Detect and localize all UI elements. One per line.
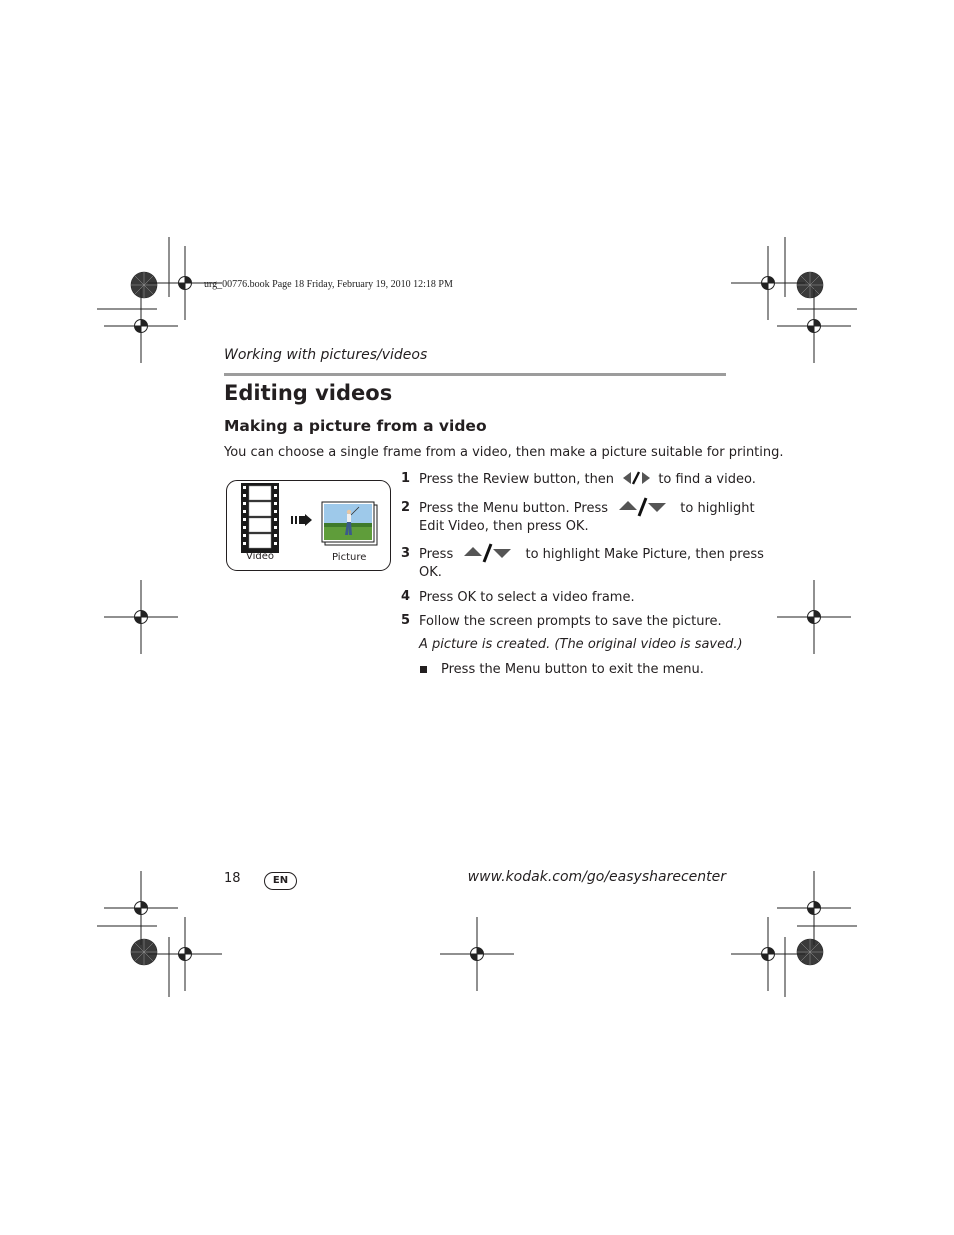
up-down-arrows-icon xyxy=(463,543,513,563)
step-3-before: Press xyxy=(419,547,454,562)
step-1-after: to find a video. xyxy=(658,472,756,487)
step-number-5: 5 xyxy=(401,613,411,628)
bullet-text: Press the Menu button to exit the menu. xyxy=(441,662,704,677)
subsection-title: Making a picture from a video xyxy=(224,417,487,435)
running-head: Working with pictures/videos xyxy=(224,347,428,363)
step-2-before: Press the Menu button. Press xyxy=(419,501,608,516)
step-2-line2: Edit Video, then press OK. xyxy=(419,519,589,534)
arrow-right-icon xyxy=(291,514,313,526)
step-number-1: 1 xyxy=(401,471,411,486)
footer-url-link[interactable]: www.kodak.com/go/easysharecenter xyxy=(467,869,726,885)
golfer-picture-illustration xyxy=(319,499,379,547)
intro-paragraph: You can choose a single frame from a video, then make a picture suitable for printing. xyxy=(224,445,784,460)
language-badge: EN xyxy=(264,872,297,890)
step-2-text xyxy=(419,500,755,536)
page-number: 18 xyxy=(224,871,241,886)
print-slug: urg_00776.book Page 18 Friday, February 19, 2010 12:18 PM xyxy=(204,279,453,290)
left-right-arrows-icon xyxy=(622,470,652,486)
video-caption: Video xyxy=(246,551,275,562)
step-4-text: Press OK to select a video frame. xyxy=(419,590,635,605)
step-3-text xyxy=(419,546,764,582)
picture-caption: Picture xyxy=(332,552,367,563)
film-strip-illustration xyxy=(241,483,279,553)
step-1-text xyxy=(419,471,756,489)
step-3-after: to highlight Make Picture, then press xyxy=(525,547,764,562)
step-number-4: 4 xyxy=(401,589,411,604)
video-to-picture-figure xyxy=(226,480,391,571)
step-2-after: to highlight xyxy=(680,501,755,516)
step-1-before: Press the Review button, then xyxy=(419,472,615,487)
step-number-3: 3 xyxy=(401,546,411,561)
bullet-marker xyxy=(420,666,427,673)
step-3-line2: OK. xyxy=(419,565,442,580)
header-rule xyxy=(224,373,726,376)
step-number-2: 2 xyxy=(401,500,411,515)
result-note: A picture is created. (The original video is saved.) xyxy=(419,637,743,652)
up-down-arrows-icon xyxy=(618,497,668,517)
section-title: Editing videos xyxy=(224,381,393,405)
step-5-text: Follow the screen prompts to save the picture. xyxy=(419,614,722,629)
